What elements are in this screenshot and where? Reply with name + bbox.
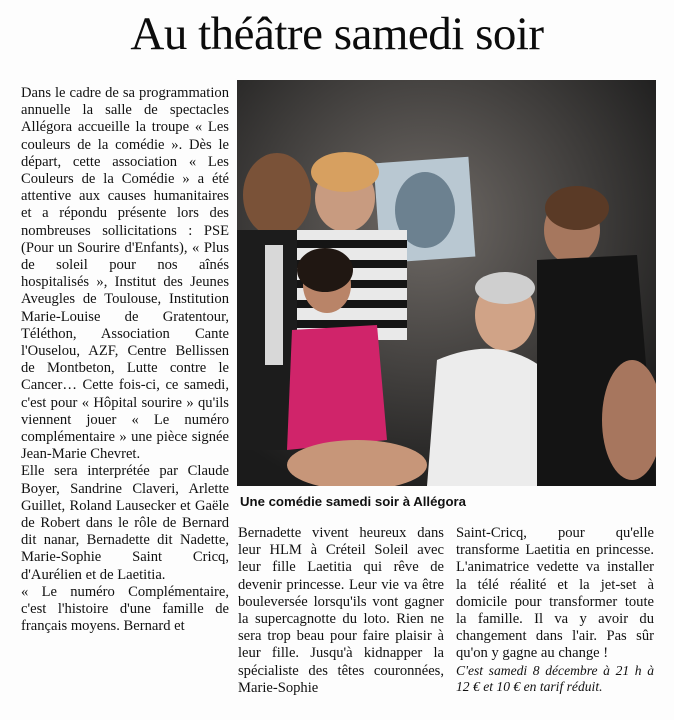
article-photo xyxy=(237,80,656,486)
event-info-note: C'est samedi 8 décembre à 21 h à 12 € et 10 € en tarif réduit. xyxy=(456,662,654,695)
theatre-photo-illustration xyxy=(237,80,656,486)
column1-paragraph-1: Dans le cadre de sa programmation annuelle la salle de spectacles Allégora accueille la troupe « Les couleurs de la comédie ». Dès le départ, cette association « Les Couleurs de la Comédie » a été attentive aux causes humanitaires et a répondu présente lors des nombreuses sollicitations : PSE (Pour un Sourire d'Enfants), « Plus de soleil pour nos aînés hospitalisés », Institut des Jeunes Aveugles de Toulouse, Institution Marie-Louise de Gratentour, Téléthon, Association Cante l'Ouselou, AZF, Centre Bellissen de Montbeton, Lutte contre le Cancer… Cette fois-ci, ce samedi, c'est pour « Hôpital sourire » qu'ils viennent jouer « Le numéro complémentaire » une pièce signée Jean-Marie Chevret. xyxy=(21,85,229,463)
article-column-2 xyxy=(238,525,444,697)
photo-caption: Une comédie samedi soir à Allégora xyxy=(240,494,466,509)
column1-paragraph-3: « Le numéro Complémentaire, c'est l'histoire d'une famille de français moyens. Bernard et xyxy=(21,583,229,635)
headline: Au théâtre samedi soir xyxy=(130,8,544,60)
article-column-3 xyxy=(456,525,654,696)
column3-paragraph-1: Saint-Cricq, pour qu'elle transforme Laetitia en princesse. L'animatrice vedette va installer la télé réalité et la jet-set à domicile pour transformer toute la famille. Il va y avoir du changement dans l'air. Pas sûr qu'on y gagne au change ! xyxy=(456,525,654,662)
article-column-1 xyxy=(21,85,229,636)
column2-paragraph-1: Bernadette vivent heureux dans leur HLM à Créteil Soleil avec leur fille Laetitia qui rêve de devenir princesse. Leur vie va être bouleversée lorsqu'ils vont gagner la supercagnotte du loto. Rien ne sera trop beau pour faire plaisir à leur fille. Jusqu'à kidnapper la spécialiste des têtes couronnées, Marie-Sophie xyxy=(238,525,444,696)
column1-paragraph-2: Elle sera interprétée par Claude Boyer, Sandrine Claveri, Arlette Guillet, Roland Lausecker et Gaële de Robert dans le rôle de Bernard dit nanar, Bernadette dit Nadette, Marie-Sophie Saint Cricq, d'Aurélien et de Laetitia. xyxy=(21,463,229,583)
